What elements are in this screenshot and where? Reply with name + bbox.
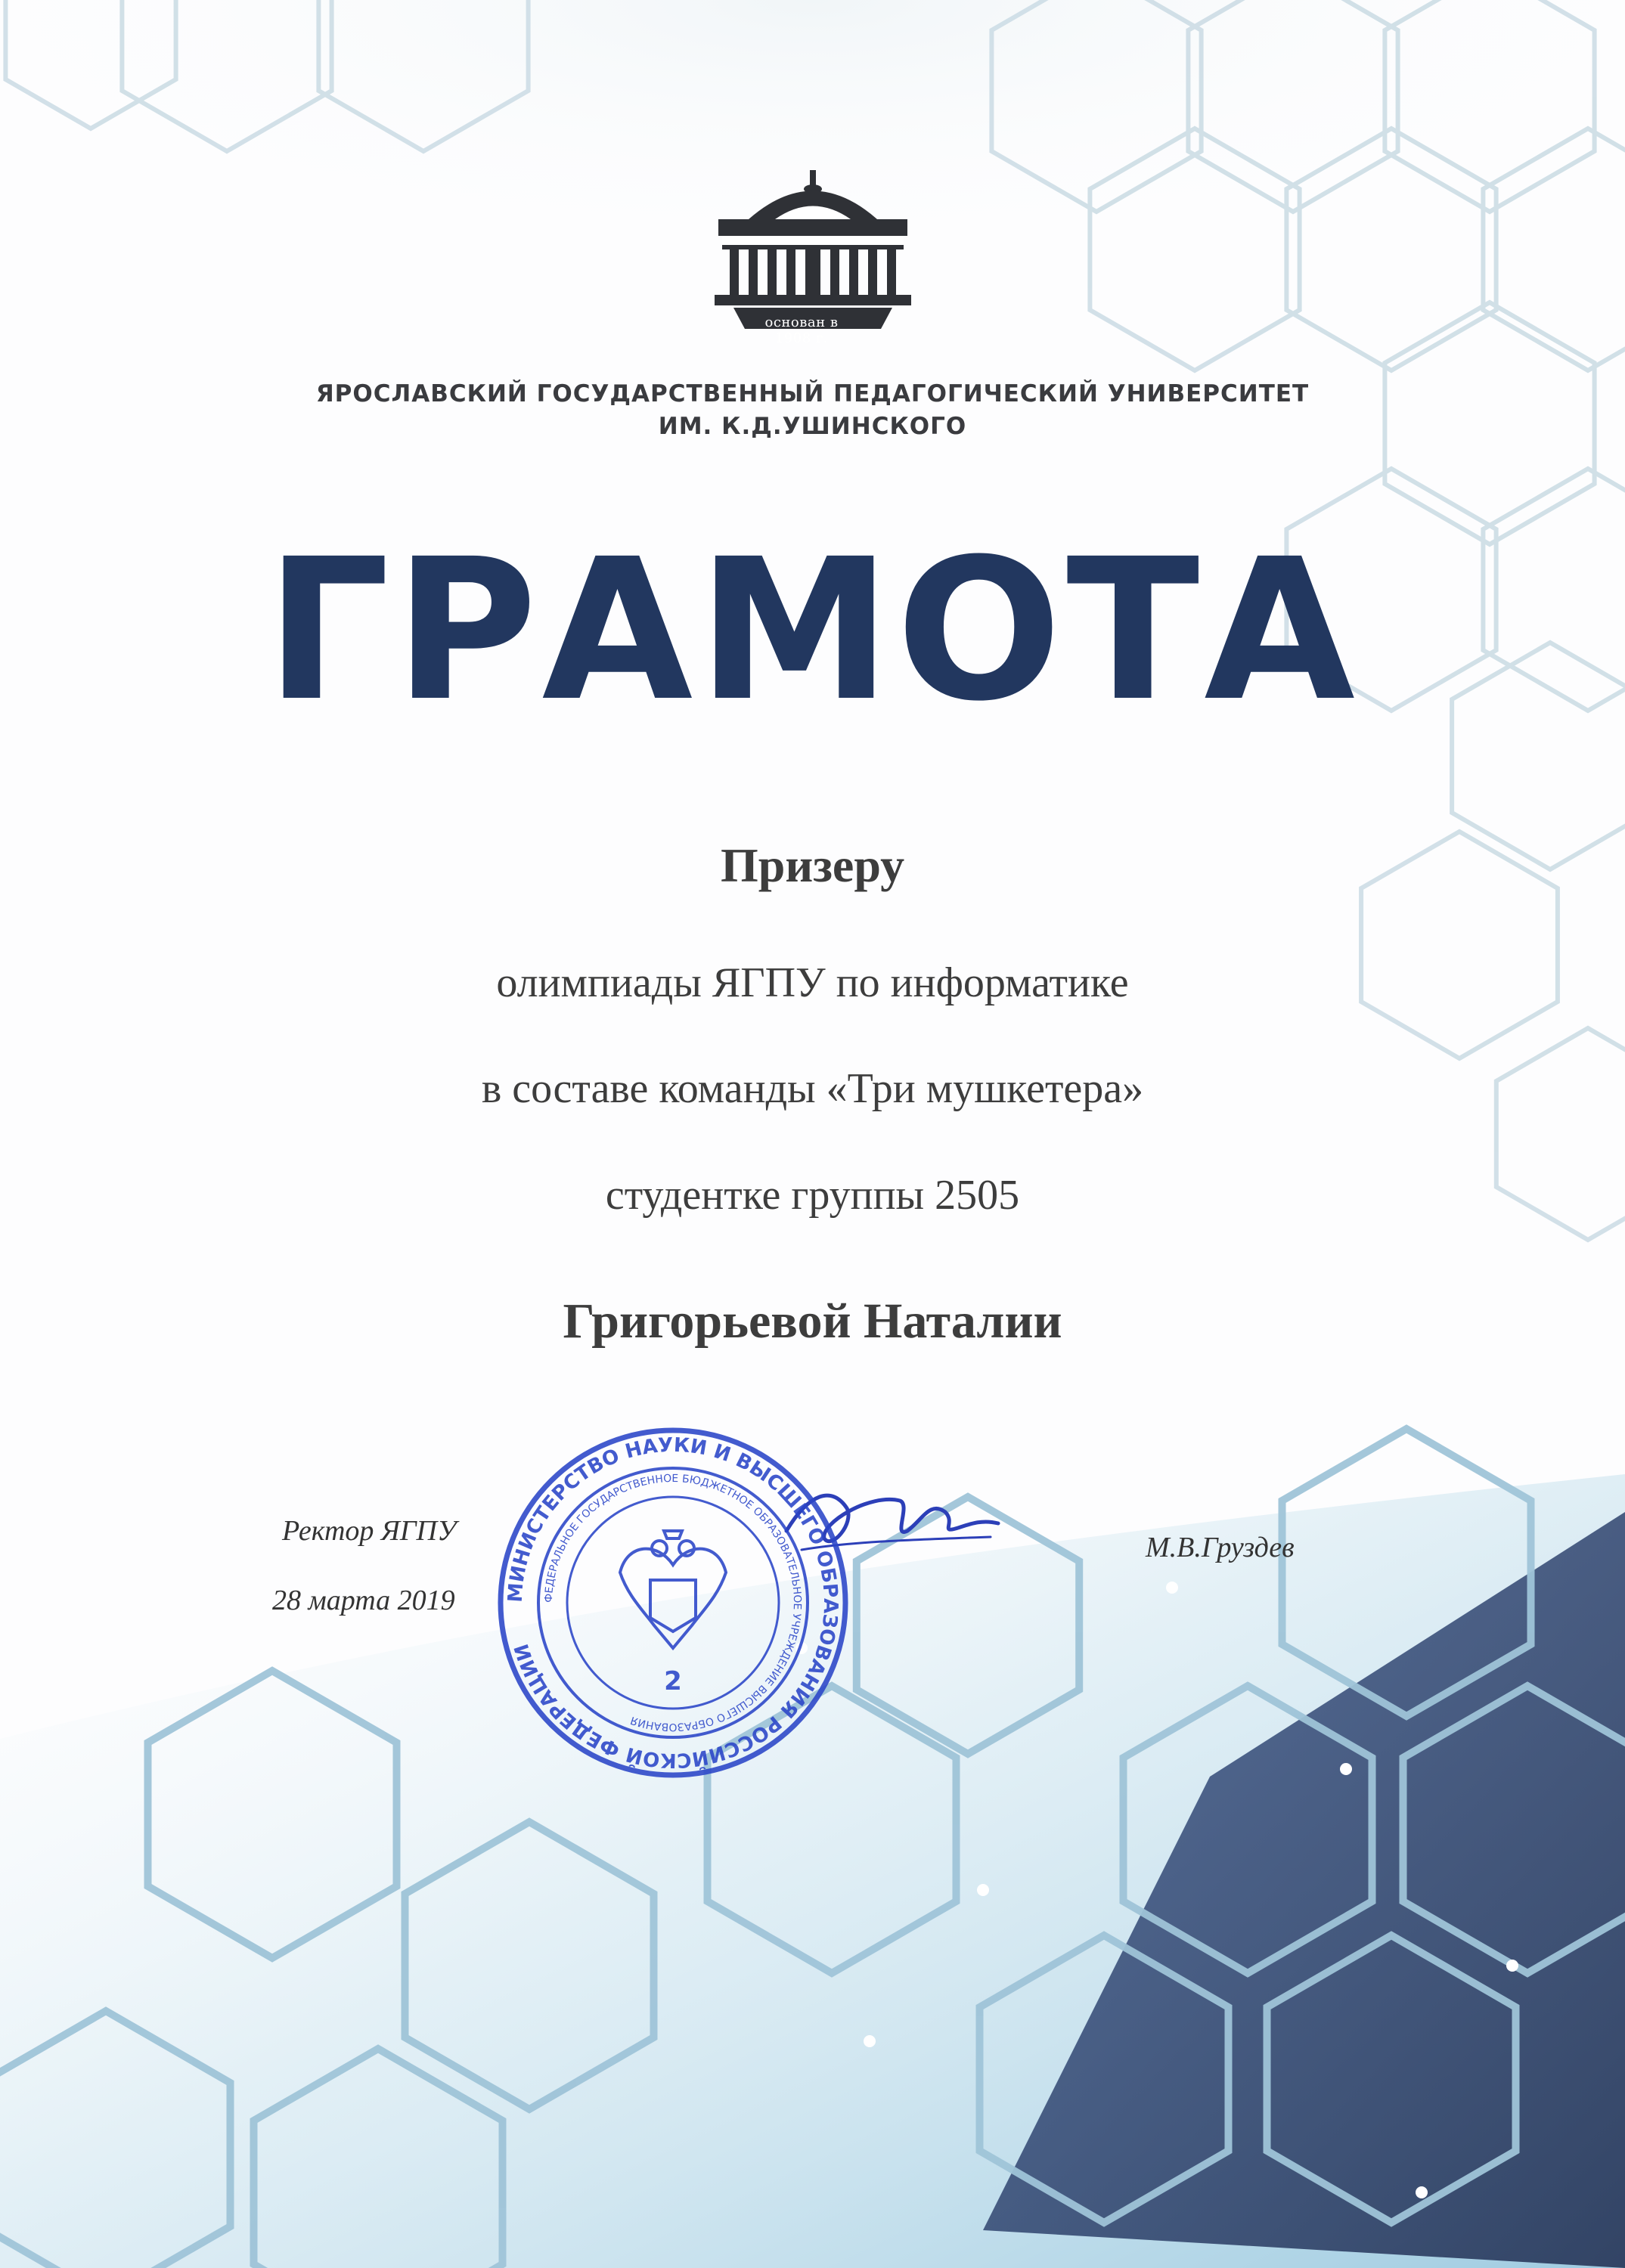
certificate-title: ГРАМОТА [265, 517, 1360, 744]
svg-text:2: 2 [664, 1666, 682, 1696]
award-line-group: студентке группы 2505 [605, 1172, 1020, 1219]
university-name-line1: ЯРОСЛАВСКИЙ ГОСУДАРСТВЕННЫЙ ПЕДАГОГИЧЕСКИЙ УНИВЕРСИТЕТ [315, 380, 1310, 407]
university-name-line2: ИМ. К.Д.УШИНСКОГО [658, 413, 967, 440]
recipient-label: Призеру [720, 838, 905, 892]
light-sparkle [1340, 1763, 1352, 1775]
light-sparkle [1166, 1582, 1178, 1594]
light-sparkle [1506, 1960, 1518, 1972]
official-stamp-seal [492, 1421, 854, 1784]
signatory-position: Ректор ЯГПУ [282, 1515, 457, 1547]
award-line-olympiad: олимпиады ЯГПУ по информатике [496, 959, 1129, 1006]
light-sparkle [977, 1884, 989, 1896]
award-line-team: в составе команды «Три мушкетера» [481, 1065, 1144, 1112]
awardee-name: Григорьевой Наталии [563, 1294, 1062, 1349]
light-sparkle [1416, 2186, 1428, 2198]
svg-text:МИНИСТЕРСТВО НАУКИ И ВЫСШЕГО О: МИНИСТЕРСТВО НАУКИ И ВЫСШЕГО ОБРАЗОВАНИЯ РОССИЙСКОЙ ФЕДЕРАЦИИ [504, 1433, 842, 1772]
signatory-name: М.В.Груздев [1146, 1532, 1295, 1563]
svg-text:ФЕДЕРАЛЬНОЕ ГОСУДАРСТВЕННОЕ БЮ: ФЕДЕРАЛЬНОЕ ГОСУДАРСТВЕННОЕ БЮДЖЕТНОЕ ОБРАЗОВАТЕЛЬНОЕ УЧРЕЖДЕНИЕ ВЫСШЕГО ОБРАЗОВАНИЯ [542, 1472, 804, 1734]
light-sparkle [864, 2035, 876, 2047]
issue-date: 28 марта 2019 [272, 1585, 455, 1616]
founded-year-label: основан в 1908 г. [764, 314, 839, 346]
